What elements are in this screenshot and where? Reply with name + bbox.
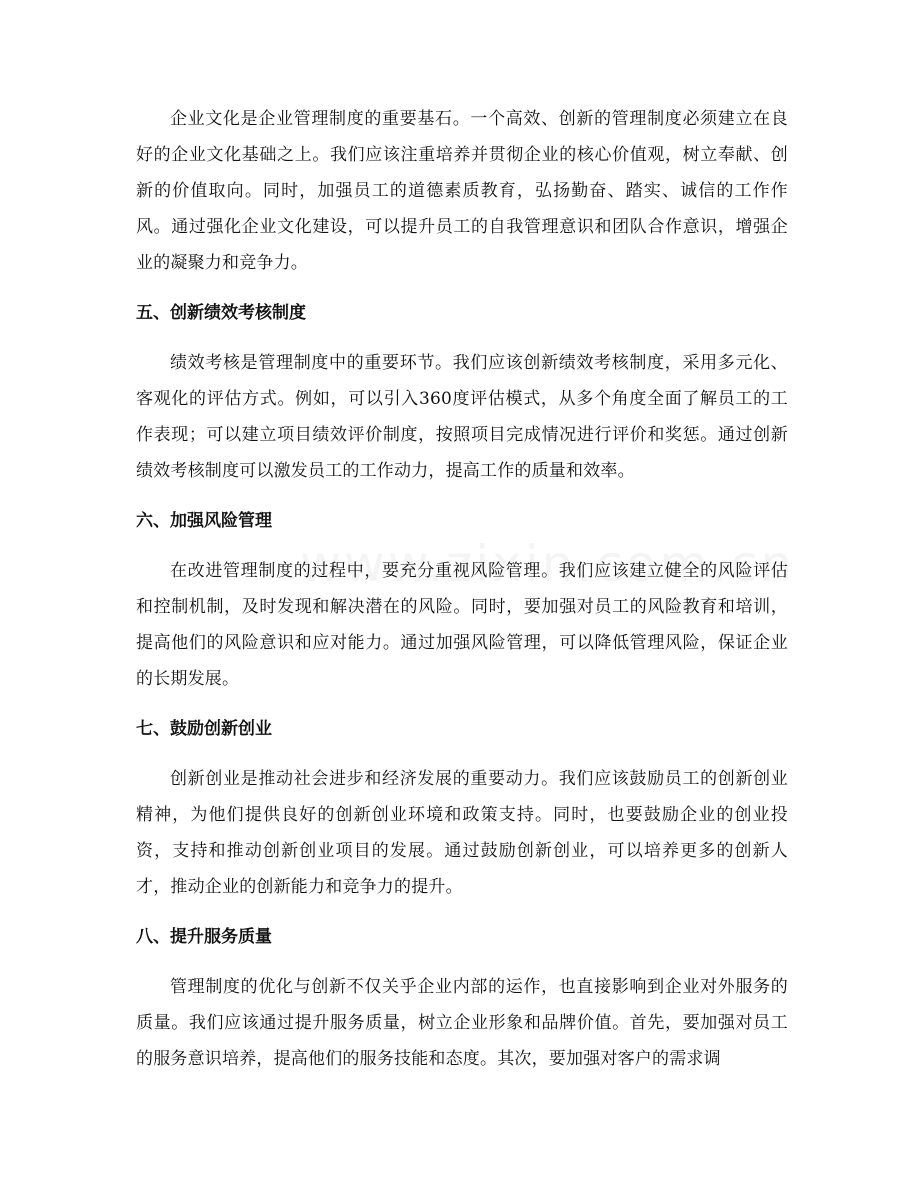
- paragraph-innovation: 创新创业是推动社会进步和经济发展的重要动力。我们应该鼓励员工的创新创业精神，为他们提供良好的创新创业环境和政策支持。同时，也要鼓励企业的创业投资，支持和推动创新创业项目的发展。通过鼓励创新创业，可以培养更多的创新人才，推动企业的创新能力和竞争力的提升。: [136, 769, 788, 897]
- section-heading-innovation: 七、鼓励创新创业: [136, 719, 272, 739]
- section-heading-service: 八、提升服务质量: [136, 927, 272, 947]
- paragraph-performance: 绩效考核是管理制度中的重要环节。我们应该创新绩效考核制度，采用多元化、客观化的评估方式。例如，可以引入360度评估模式，从多个角度全面了解员工的工作表现；可以建立项目绩效评价制度，按照项目完成情况进行评价和奖惩。通过创新绩效考核制度可以激发员工的工作动力，提高工作的质量和效率。: [136, 353, 788, 481]
- section-heading-performance: 五、创新绩效考核制度: [136, 303, 306, 323]
- section-heading-risk: 六、加强风险管理: [136, 511, 272, 531]
- document-body: [136, 101, 788, 1077]
- paragraph-risk: 在改进管理制度的过程中，要充分重视风险管理。我们应该建立健全的风险评估和控制机制，及时发现和解决潜在的风险。同时，要加强对员工的风险教育和培训，提高他们的风险意识和应对能力。通过加强风险管理，可以降低管理风险，保证企业的长期发展。: [136, 561, 788, 689]
- paragraph-corporate-culture: 企业文化是企业管理制度的重要基石。一个高效、创新的管理制度必须建立在良好的企业文化基础之上。我们应该注重培养并贯彻企业的核心价值观，树立奉献、创新的价值取向。同时，加强员工的道德素质教育，弘扬勤奋、踏实、诚信的工作作风。通过强化企业文化建设，可以提升员工的自我管理意识和团队合作意识，增强企业的凝聚力和竞争力。: [136, 109, 788, 273]
- paragraph-service: 管理制度的优化与创新不仅关乎企业内部的运作，也直接影响到企业对外服务的质量。我们应该通过提升服务质量，树立企业形象和品牌价值。首先，要加强对员工的服务意识培养，提高他们的服务技能和态度。其次，要加强对客户的需求调: [136, 977, 788, 1069]
